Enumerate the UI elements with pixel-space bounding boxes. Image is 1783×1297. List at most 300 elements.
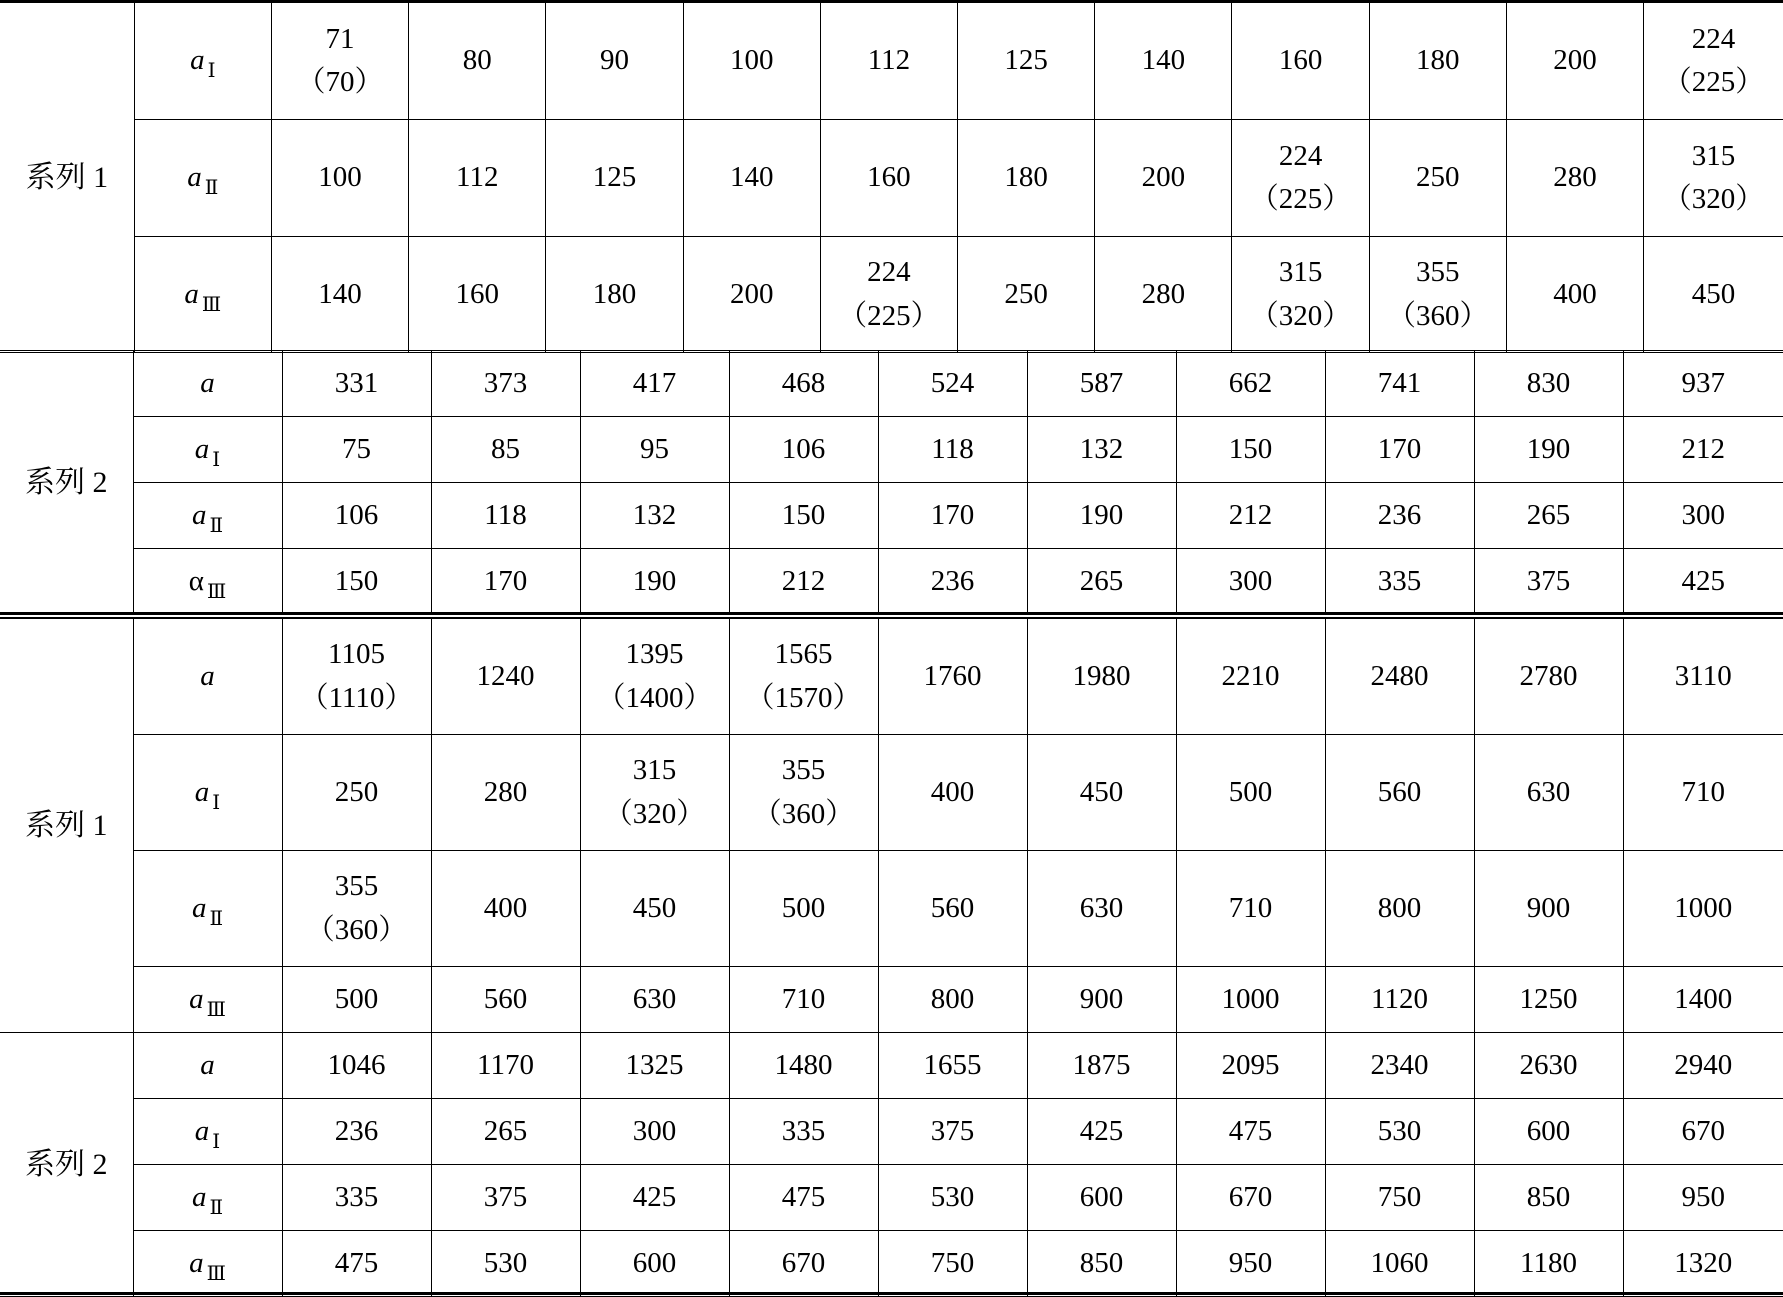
value-cell	[1369, 237, 1506, 353]
double-rule-upper	[0, 612, 1783, 614]
cell-value: 530	[1377, 1114, 1422, 1147]
symbol-subscript: Ⅲ	[201, 293, 222, 316]
value-cell	[580, 1033, 729, 1099]
cell-alt-value: （70）	[296, 66, 384, 98]
value-cell	[1095, 3, 1232, 120]
cell-value: 850	[1079, 1246, 1124, 1279]
value-cell	[546, 3, 683, 120]
value-cell	[580, 619, 729, 735]
symbol-letter: a	[191, 498, 207, 531]
value-cell	[431, 735, 580, 851]
cell-value: 85	[491, 432, 520, 465]
cell-value: 200	[1141, 161, 1186, 194]
table-row	[0, 1099, 1783, 1165]
row-symbol	[133, 1033, 282, 1099]
value-cell	[729, 549, 878, 615]
cell-value: 1180	[1520, 1246, 1577, 1279]
value-cell	[958, 3, 1095, 120]
cell-value: 80	[462, 44, 492, 77]
cell-value: 750	[930, 1246, 975, 1279]
value-cell	[580, 851, 729, 967]
table-row	[0, 417, 1783, 483]
table-block-1	[0, 2, 1783, 353]
row-symbol	[133, 735, 282, 851]
cell-value: 600	[1079, 1180, 1124, 1213]
symbol-letter: a	[200, 1048, 215, 1081]
table-block-2	[0, 350, 1783, 615]
cell-value: 475	[781, 1180, 826, 1213]
cell-value: 800	[930, 982, 975, 1015]
value-cell	[878, 1099, 1027, 1165]
cell-alt-value: （1110）	[299, 681, 414, 714]
cell-value: 1875	[1072, 1048, 1131, 1081]
cell-value: 112	[867, 44, 911, 77]
series-label: 系列 1	[0, 3, 134, 353]
cell-value: 1046	[327, 1048, 386, 1081]
value-cell	[580, 1099, 729, 1165]
cell-value: 106	[781, 432, 826, 465]
symbol-letter: a	[189, 982, 204, 1015]
row-symbol	[134, 120, 271, 237]
cell-value: 236	[930, 564, 975, 597]
value-cell	[729, 619, 878, 735]
cell-value: 280	[1141, 277, 1186, 310]
value-cell	[1644, 237, 1783, 353]
row-symbol	[133, 351, 282, 417]
cell-value: 250	[334, 775, 379, 808]
value-cell	[282, 417, 431, 483]
cell-value: 190	[1526, 432, 1571, 465]
cell-value: 2780	[1519, 659, 1578, 692]
row-symbol	[133, 1099, 282, 1165]
cell-value: 1120	[1371, 982, 1428, 1015]
value-cell	[820, 3, 957, 120]
table-row	[0, 483, 1783, 549]
value-cell	[1325, 351, 1474, 417]
cell-value: 355	[781, 754, 826, 786]
symbol-subscript: Ⅱ	[209, 1196, 224, 1219]
cell-alt-value: （225）	[1249, 183, 1352, 215]
cell-value: 500	[334, 982, 379, 1015]
value-cell	[409, 237, 546, 353]
cell-value: 100	[318, 161, 362, 194]
value-cell	[878, 735, 1027, 851]
cell-value: 335	[781, 1114, 826, 1147]
value-cell	[431, 619, 580, 735]
cell-alt-value: （320）	[1249, 299, 1352, 332]
value-cell	[580, 483, 729, 549]
value-cell	[431, 967, 580, 1033]
value-cell	[1027, 1033, 1176, 1099]
value-cell	[1623, 1231, 1783, 1297]
table-row	[0, 549, 1783, 615]
cell-value: 417	[632, 366, 677, 399]
value-cell	[1623, 549, 1783, 615]
cell-value: 335	[334, 1180, 379, 1213]
symbol-letter: a	[189, 1246, 204, 1279]
cell-alt-value: （1570）	[745, 681, 862, 714]
cell-value: 670	[781, 1246, 826, 1279]
cell-value: 662	[1228, 366, 1273, 399]
cell-value: 630	[1079, 891, 1124, 924]
cell-value: 160	[455, 277, 499, 310]
cell-value: 375	[930, 1114, 975, 1147]
value-cell	[1325, 1099, 1474, 1165]
cell-value: 170	[483, 564, 528, 597]
value-cell	[1027, 1165, 1176, 1231]
row-symbol	[133, 417, 282, 483]
cell-value: 118	[484, 498, 527, 531]
cell-value: 112	[456, 161, 499, 194]
table-row	[0, 619, 1783, 735]
cell-value: 1325	[625, 1048, 684, 1081]
symbol-letter: a	[191, 1180, 207, 1213]
cell-value: 560	[1377, 775, 1422, 808]
value-cell	[878, 619, 1027, 735]
symbol-subscript: Ⅰ	[212, 1130, 221, 1153]
cell-value: 265	[1526, 498, 1571, 531]
value-cell	[1506, 3, 1643, 120]
value-cell	[271, 237, 408, 353]
cell-alt-value: （320）	[603, 797, 706, 830]
cell-value: 250	[1416, 161, 1460, 194]
cell-value: 300	[632, 1114, 677, 1147]
value-cell	[1027, 549, 1176, 615]
cell-value: 300	[1681, 498, 1725, 531]
value-cell	[1623, 351, 1783, 417]
value-cell	[1095, 120, 1232, 237]
value-cell	[1506, 120, 1643, 237]
value-cell	[580, 1165, 729, 1231]
cell-value: 224	[867, 256, 911, 288]
value-cell	[683, 237, 820, 353]
cell-value: 670	[1228, 1180, 1273, 1213]
cell-value: 280	[483, 775, 528, 808]
cell-value: 236	[1377, 498, 1422, 531]
cell-value: 375	[1526, 564, 1571, 597]
table-row	[0, 120, 1783, 237]
value-cell	[1474, 417, 1623, 483]
value-cell	[729, 1033, 878, 1099]
cell-value: 1655	[923, 1048, 982, 1081]
value-cell	[580, 549, 729, 615]
symbol-letter: a	[194, 1114, 210, 1147]
cell-value: 212	[781, 564, 826, 597]
cell-value: 937	[1681, 366, 1725, 399]
cell-value: 800	[1377, 891, 1422, 924]
cell-value: 500	[781, 891, 826, 924]
cell-value: 425	[1681, 564, 1725, 597]
value-cell	[1325, 483, 1474, 549]
value-cell	[1325, 619, 1474, 735]
cell-value: 150	[781, 498, 826, 531]
symbol-letter: a	[200, 366, 215, 399]
value-cell	[878, 417, 1027, 483]
cell-value: 265	[1079, 564, 1124, 597]
value-cell	[1176, 483, 1325, 549]
table-row	[0, 967, 1783, 1033]
cell-value: 132	[632, 498, 677, 531]
value-cell	[1176, 1165, 1325, 1231]
cell-value: 1565	[774, 638, 833, 670]
cell-value: 190	[1079, 498, 1124, 531]
value-cell	[878, 1165, 1027, 1231]
value-cell	[729, 351, 878, 417]
cell-alt-value: （360）	[305, 913, 408, 946]
value-cell	[580, 967, 729, 1033]
value-cell	[1325, 1231, 1474, 1297]
symbol-subscript: Ⅰ	[207, 60, 216, 83]
cell-value: 180	[1416, 44, 1460, 77]
value-cell	[282, 483, 431, 549]
cell-value: 500	[1228, 775, 1273, 808]
value-cell	[1027, 351, 1176, 417]
row-symbol	[134, 237, 271, 353]
value-cell	[878, 851, 1027, 967]
cell-value: 140	[1141, 44, 1186, 77]
symbol-letter: a	[191, 891, 207, 924]
cell-value: 75	[342, 432, 371, 465]
cell-value: 3110	[1674, 659, 1732, 692]
value-cell	[1176, 735, 1325, 851]
value-cell	[1176, 967, 1325, 1033]
cell-value: 300	[1228, 564, 1273, 597]
cell-alt-value: （320）	[1662, 183, 1765, 215]
value-cell	[1325, 967, 1474, 1033]
value-cell	[683, 3, 820, 120]
cell-value: 2480	[1370, 659, 1429, 692]
cell-value: 331	[334, 366, 379, 399]
cell-value: 150	[334, 564, 379, 597]
value-cell	[282, 351, 431, 417]
cell-value: 1760	[923, 659, 982, 692]
value-cell	[1176, 851, 1325, 967]
symbol-subscript: Ⅱ	[209, 514, 224, 537]
value-cell	[1623, 1165, 1783, 1231]
value-cell	[580, 735, 729, 851]
value-cell	[1176, 1231, 1325, 1297]
cell-value: 150	[1228, 432, 1273, 465]
cell-value: 630	[1526, 775, 1571, 808]
value-cell	[1176, 1099, 1325, 1165]
row-symbol	[133, 549, 282, 615]
cell-value: 450	[1691, 277, 1736, 310]
value-cell	[431, 483, 580, 549]
value-cell	[1176, 549, 1325, 615]
cell-value: 280	[1553, 161, 1597, 194]
value-cell	[1369, 3, 1506, 120]
value-cell	[1027, 619, 1176, 735]
cell-value: 710	[1228, 891, 1273, 924]
symbol-subscript: Ⅲ	[206, 1262, 226, 1285]
series-label: 系列 2	[0, 1033, 133, 1297]
table-row	[0, 3, 1783, 120]
table-row	[0, 1231, 1783, 1297]
cell-value: 160	[1278, 44, 1323, 77]
row-symbol	[133, 1231, 282, 1297]
value-cell	[1027, 483, 1176, 549]
cell-value: 125	[592, 161, 637, 194]
cell-value: 750	[1377, 1180, 1422, 1213]
value-cell	[729, 417, 878, 483]
value-cell	[1623, 735, 1783, 851]
cell-value: 2095	[1221, 1048, 1280, 1081]
cell-value: 425	[632, 1180, 677, 1213]
value-cell	[729, 1099, 878, 1165]
cell-value: 450	[1079, 775, 1124, 808]
cell-value: 1000	[1674, 891, 1733, 924]
value-cell	[1325, 417, 1474, 483]
value-cell	[1474, 735, 1623, 851]
cell-value: 118	[931, 432, 974, 465]
value-cell	[431, 1231, 580, 1297]
value-cell	[271, 3, 408, 120]
cell-value: 670	[1681, 1114, 1725, 1147]
table-row	[0, 237, 1783, 353]
value-cell	[1623, 851, 1783, 967]
symbol-subscript: Ⅰ	[212, 448, 221, 471]
cell-value: 100	[729, 44, 774, 77]
cell-value: 1000	[1221, 982, 1280, 1015]
cell-value: 2630	[1519, 1048, 1578, 1081]
value-cell	[878, 351, 1027, 417]
cell-value: 524	[930, 366, 975, 399]
value-cell	[1232, 237, 1369, 353]
value-cell	[729, 1231, 878, 1297]
cell-value: 475	[334, 1246, 379, 1279]
cell-value: 468	[781, 366, 826, 399]
symbol-letter: α	[188, 564, 204, 597]
value-cell	[1474, 851, 1623, 967]
value-cell	[820, 120, 957, 237]
value-cell	[1325, 735, 1474, 851]
cell-value: 90	[599, 44, 629, 77]
value-cell	[1325, 851, 1474, 967]
cell-value: 600	[632, 1246, 677, 1279]
cell-value: 1320	[1674, 1246, 1733, 1279]
symbol-subscript: Ⅱ	[204, 177, 219, 200]
cell-value: 125	[1004, 44, 1048, 77]
table-row	[0, 351, 1783, 417]
value-cell	[271, 120, 408, 237]
value-cell	[1027, 1231, 1176, 1297]
cell-value: 587	[1079, 366, 1124, 399]
table-row	[0, 735, 1783, 851]
cell-value: 2340	[1370, 1048, 1429, 1081]
cell-value: 900	[1526, 891, 1571, 924]
cell-alt-value: （1400）	[596, 681, 713, 714]
value-cell	[1176, 1033, 1325, 1099]
value-cell	[409, 120, 546, 237]
row-symbol	[133, 967, 282, 1033]
cell-value: 200	[729, 277, 774, 310]
value-cell	[282, 1033, 431, 1099]
cell-value: 850	[1526, 1180, 1571, 1213]
cell-value: 1980	[1072, 659, 1131, 692]
value-cell	[878, 967, 1027, 1033]
cell-alt-value: （360）	[1387, 299, 1489, 332]
value-cell	[1474, 351, 1623, 417]
cell-value: 106	[334, 498, 379, 531]
cell-value: 315	[1691, 139, 1736, 172]
cell-alt-value: （360）	[752, 797, 855, 830]
cell-value: 315	[1278, 256, 1323, 288]
value-cell	[729, 967, 878, 1033]
value-cell	[1474, 483, 1623, 549]
value-cell	[1644, 120, 1783, 237]
row-symbol	[133, 1165, 282, 1231]
cell-value: 1105	[328, 638, 385, 670]
cell-value: 373	[483, 366, 528, 399]
cell-value: 450	[632, 891, 677, 924]
cell-value: 132	[1079, 432, 1124, 465]
value-cell	[409, 3, 546, 120]
cell-value: 224	[1691, 22, 1736, 55]
value-cell	[282, 1165, 431, 1231]
value-cell	[282, 1099, 431, 1165]
cell-value: 375	[483, 1180, 528, 1213]
row-symbol	[134, 3, 271, 120]
value-cell	[729, 1165, 878, 1231]
cell-value: 1060	[1370, 1246, 1429, 1279]
cell-value: 400	[930, 775, 975, 808]
cell-value: 140	[729, 161, 774, 194]
cell-value: 1395	[625, 638, 684, 670]
cell-value: 355	[334, 870, 379, 902]
symbol-letter: a	[187, 161, 202, 194]
cell-value: 355	[1416, 256, 1460, 288]
cell-value: 950	[1681, 1180, 1725, 1213]
series-label: 系列 2	[0, 351, 133, 615]
value-cell	[820, 237, 957, 353]
value-cell	[1623, 483, 1783, 549]
cell-value: 2940	[1674, 1048, 1733, 1081]
cell-value: 180	[1004, 161, 1048, 194]
cell-value: 190	[632, 564, 677, 597]
value-cell	[1644, 3, 1783, 120]
cell-value: 315	[632, 754, 677, 786]
cell-value: 335	[1377, 564, 1422, 597]
value-cell	[1474, 967, 1623, 1033]
value-cell	[282, 967, 431, 1033]
value-cell	[282, 735, 431, 851]
value-cell	[878, 483, 1027, 549]
value-cell	[282, 549, 431, 615]
cell-value: 160	[867, 161, 911, 194]
value-cell	[958, 237, 1095, 353]
value-cell	[1623, 967, 1783, 1033]
cell-value: 530	[483, 1246, 528, 1279]
cell-value: 400	[1553, 277, 1597, 310]
value-cell	[1623, 417, 1783, 483]
cell-value: 140	[318, 277, 362, 310]
value-cell	[1474, 1033, 1623, 1099]
symbol-letter: a	[194, 432, 210, 465]
value-cell	[431, 851, 580, 967]
value-cell	[282, 1231, 431, 1297]
cell-value: 236	[334, 1114, 379, 1147]
symbol-subscript: Ⅲ	[206, 580, 227, 603]
cell-value: 2210	[1221, 659, 1280, 692]
value-cell	[431, 1099, 580, 1165]
value-cell	[1176, 619, 1325, 735]
series-label: 系列 1	[0, 619, 133, 1033]
row-symbol	[133, 619, 282, 735]
cell-alt-value: （225）	[1662, 66, 1765, 98]
value-cell	[1325, 1033, 1474, 1099]
value-cell	[431, 1165, 580, 1231]
value-cell	[1325, 1165, 1474, 1231]
